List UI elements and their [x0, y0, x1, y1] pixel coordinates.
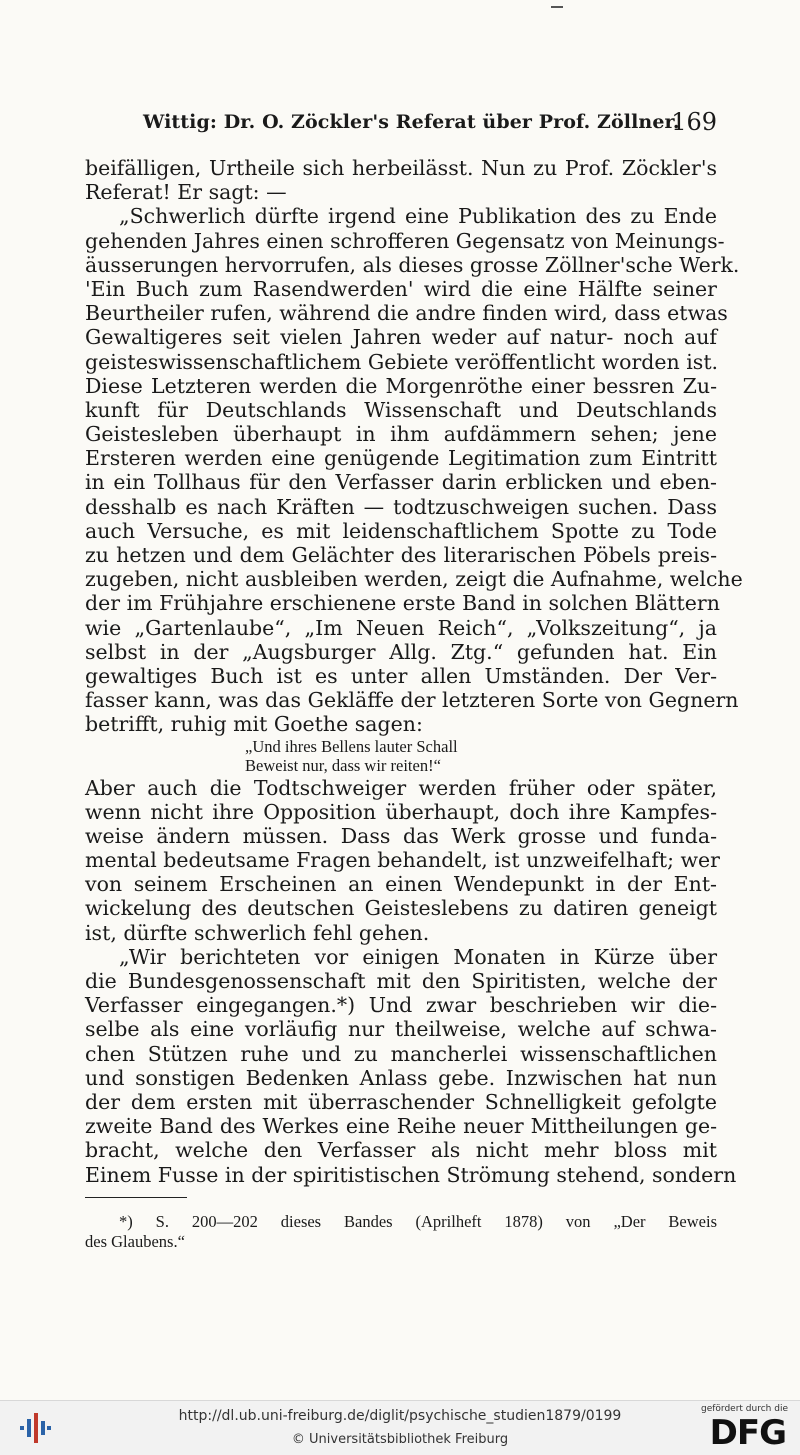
text-line: Gewaltigeres seit vielen Jahren weder auf natur- noch auf — [85, 325, 717, 350]
footnote — [85, 1212, 717, 1252]
text-line: selbst in der „Augsburger Allg. Ztg.“ gefunden hat. Ein — [85, 639, 717, 664]
text-line: zugeben, nicht ausbleiben werden, zeigt die Aufnahme, welche — [85, 567, 743, 592]
text-line: geisteswissenschaftlichem Gebiete veröffentlicht worden ist. — [85, 349, 719, 374]
text-line: äusserungen hervorrufen, als dieses grosse Zöllner'sche Werk. — [85, 252, 740, 277]
text-line: auch Versuche, es mit leidenschaftlichem Spotte zu Tode — [85, 518, 717, 543]
text-line: selbe als eine vorläufig nur theilweise, welche auf schwa- — [85, 1017, 717, 1042]
text-line: gehenden Jahres einen schrofferen Gegensatz von Meinungs- — [85, 228, 725, 253]
text-line: mental bedeutsame Fragen behandelt, ist unzweifelhaft; wer — [85, 848, 720, 873]
text-line: weise ändern müssen. Dass das Werk grosse und funda- — [85, 823, 717, 848]
page-header — [83, 108, 717, 138]
goethe-quote — [85, 737, 717, 776]
source-url[interactable]: http://dl.ub.uni-freiburg.de/diglit/psychische_studien1879/0199 — [178, 1408, 622, 1424]
paragraph-2 — [85, 204, 743, 737]
text-line: betrifft, ruhig mit Goethe sagen: — [85, 712, 423, 737]
paragraph-4 — [85, 944, 737, 1187]
text-line: der dem ersten mit überraschender Schnelligkeit gefolgte — [85, 1089, 717, 1114]
text-line: Einem Fusse in der spiritistischen Strömung stehend, sondern — [85, 1162, 737, 1187]
dfg-logo: DFG — [709, 1413, 786, 1453]
paragraph-1 — [85, 156, 717, 204]
text-line: Aber auch die Todtschweiger werden früher oder später, — [85, 775, 717, 800]
footnote-line: *) S. 200—202 dieses Bandes (Aprilheft 1878) von „Der Beweis — [119, 1212, 717, 1231]
text-line: zu hetzen und dem Gelächter des literarischen Pöbels preis- — [85, 543, 717, 567]
paragraph-3 — [85, 775, 720, 945]
page-number: 169 — [671, 108, 717, 136]
text-line: der im Frühjahre erschienene erste Band in solchen Blättern — [85, 591, 720, 616]
text-line: Geistesleben überhaupt in ihm aufdämmern sehen; jene — [85, 422, 717, 447]
viewer-footer — [0, 1400, 800, 1455]
text-line: Beurtheiler rufen, während die andre finden wird, dass etwas — [85, 301, 728, 326]
text-line: bracht, welche den Verfasser als nicht mehr bloss mit — [85, 1138, 717, 1163]
footnote-line: des Glaubens.“ — [85, 1232, 185, 1251]
copyright-notice: © Universitätsbibliothek Freiburg — [291, 1432, 509, 1447]
text-line: Referat! Er sagt: — — [85, 180, 287, 205]
text-line: die Bundesgenossenschaft mit den Spiritisten, welche der — [85, 969, 717, 993]
text-line: von seinem Erscheinen an einen Wendepunkt in der Ent- — [85, 872, 717, 897]
body-text — [85, 156, 743, 1187]
text-line: wenn nicht ihre Opposition überhaupt, doch ihre Kampfes- — [85, 799, 717, 824]
quote-line: „Und ihres Bellens lauter Schall — [245, 736, 458, 756]
footnote-rule — [85, 1197, 187, 1198]
text-line: und sonstigen Bedenken Anlass gebe. Inzwischen hat nun — [85, 1065, 717, 1090]
text-line: in ein Tollhaus für den Verfasser darin erblicken und eben- — [85, 470, 717, 495]
text-line: zweite Band des Werkes eine Reihe neuer Mittheilungen ge- — [85, 1114, 717, 1139]
text-line: 'Ein Buch zum Rasendwerden' wird die eine Hälfte seiner — [85, 276, 717, 301]
text-line: „Schwerlich dürfte irgend eine Publikation des zu Ende — [119, 204, 717, 229]
text-line: desshalb es nach Kräften — todtzuschweigen suchen. Dass — [85, 494, 717, 519]
text-line: ist, dürfte schwerlich fehl gehen. — [85, 920, 430, 945]
text-line: wickelung des deutschen Geisteslebens zu datiren geneigt — [85, 896, 717, 921]
text-line: wie „Gartenlaube“, „Im Neuen Reich“, „Volkszeitung“, ja — [85, 615, 717, 640]
text-line: kunft für Deutschlands Wissenschaft und Deutschlands — [85, 397, 717, 422]
running-title: Wittig: Dr. O. Zöckler's Referat über Prof. Zöllner. — [143, 111, 680, 133]
text-line: „Wir berichteten vor einigen Monaten in Kürze über — [119, 944, 717, 969]
text-line: gewaltiges Buch ist es unter allen Umständen. Der Ver- — [85, 663, 717, 688]
scan-artifact — [551, 6, 563, 8]
funding-note: gefördert durch die — [701, 1404, 788, 1414]
text-line: fasser kann, was das Gekläffe der letzteren Sorte von Gegnern — [85, 688, 739, 713]
text-line: chen Stützen ruhe und zu mancherlei wissenschaftlichen — [85, 1041, 717, 1066]
text-line: Diese Letzteren werden die Morgenröthe einer bessren Zu- — [85, 373, 717, 398]
text-line: beifälligen, Urtheile sich herbeilässt. Nun zu Prof. Zöckler's — [85, 156, 717, 180]
quote-line: Beweist nur, dass wir reiten!“ — [245, 756, 441, 775]
text-line: Ersteren werden eine genügende Legitimation zum Eintritt — [85, 446, 717, 471]
text-line: Verfasser eingegangen.*) Und zwar beschrieben wir die- — [85, 993, 717, 1018]
